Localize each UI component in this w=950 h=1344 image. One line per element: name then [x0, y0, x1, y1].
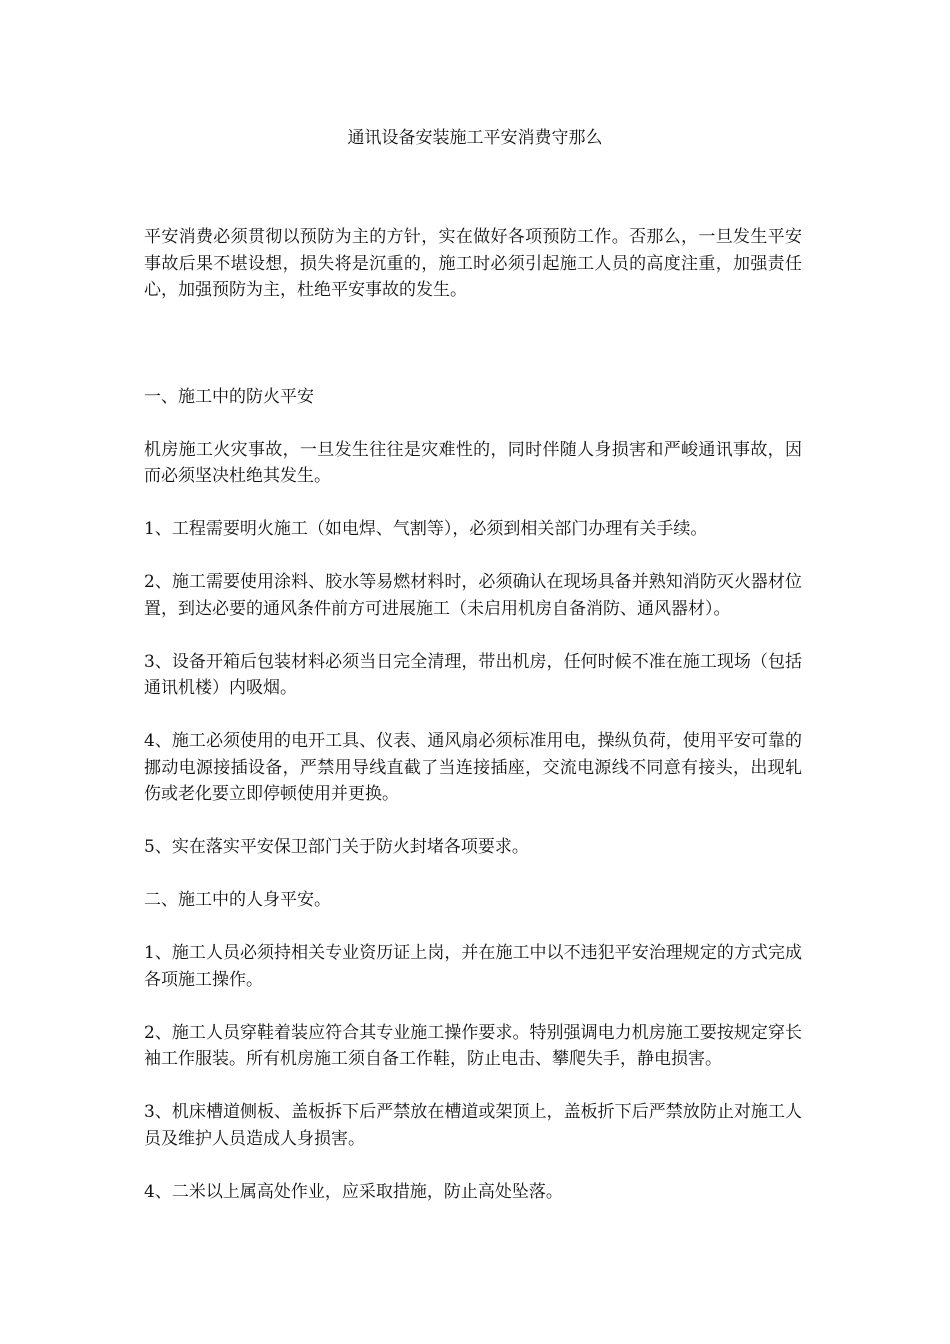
personal-safety-item: 1、施工人员必须持相关专业资历证上岗，并在施工中以不违犯平安治理规定的方式完成各项施工操作。	[144, 943, 802, 990]
intro-paragraph: 平安消费必须贯彻以预防为主的方针，实在做好各项预防工作。否那么，一旦发生平安事故后果不堪设想，损失将是沉重的，施工时必须引起施工人员的高度注重，加强责任心，加强预防为主，杜绝平安事故的发生。	[144, 227, 802, 300]
fire-safety-item: 2、施工需要使用涂料、胶水等易燃材料时，必须确认在现场具备并熟知消防灭火器材位置，到达必要的通风条件前方可进展施工（未启用机房自备消防、通风器材）。	[144, 572, 802, 619]
fire-safety-item: 5、实在落实平安保卫部门关于防火封堵各项要求。	[144, 837, 529, 857]
section-heading-fire-safety: 一、施工中的防火平安	[144, 386, 314, 407]
personal-safety-item: 3、机床槽道侧板、盖板拆下后严禁放在槽道或架顶上，盖板折下后严禁放防止对施工人员及维护人员造成人身损害。	[144, 1102, 802, 1149]
section-heading-personal-safety: 二、施工中的人身平安。	[144, 890, 331, 910]
fire-safety-item: 4、施工必须使用的电开工具、仪表、通风扇必须标准用电，操纵负荷，使用平安可靠的挪动电源接插设备，严禁用导线直截了当连接插座，交流电源线不同意有接头，出现轧伤或老化要立即停顿使用并更换。	[144, 731, 802, 804]
fire-safety-item: 3、设备开箱后包装材料必须当日完全清理，带出机房，任何时候不准在施工现场（包括通讯机楼）内吸烟。	[144, 651, 802, 698]
document-title: 通讯设备安装施工平安消费守那么	[347, 128, 603, 148]
fire-safety-item: 1、工程需要明火施工（如电焊、气割等），必须到相关部门办理有关手续。	[144, 519, 708, 539]
personal-safety-item: 2、施工人员穿鞋着装应符合其专业施工操作要求。特别强调电力机房施工要按规定穿长袖工作服装。所有机房施工须自备工作鞋，防止电击、攀爬失手，静电损害。	[144, 1022, 802, 1069]
document-body	[144, 224, 802, 1205]
fire-safety-intro: 机房施工火灾事故，一旦发生往往是灾难性的，同时伴随人身损害和严峻通讯事故，因而必须坚决杜绝其发生。	[144, 439, 802, 486]
personal-safety-item: 4、二米以上属高处作业，应采取措施，防止高处坠落。	[144, 1181, 563, 1202]
